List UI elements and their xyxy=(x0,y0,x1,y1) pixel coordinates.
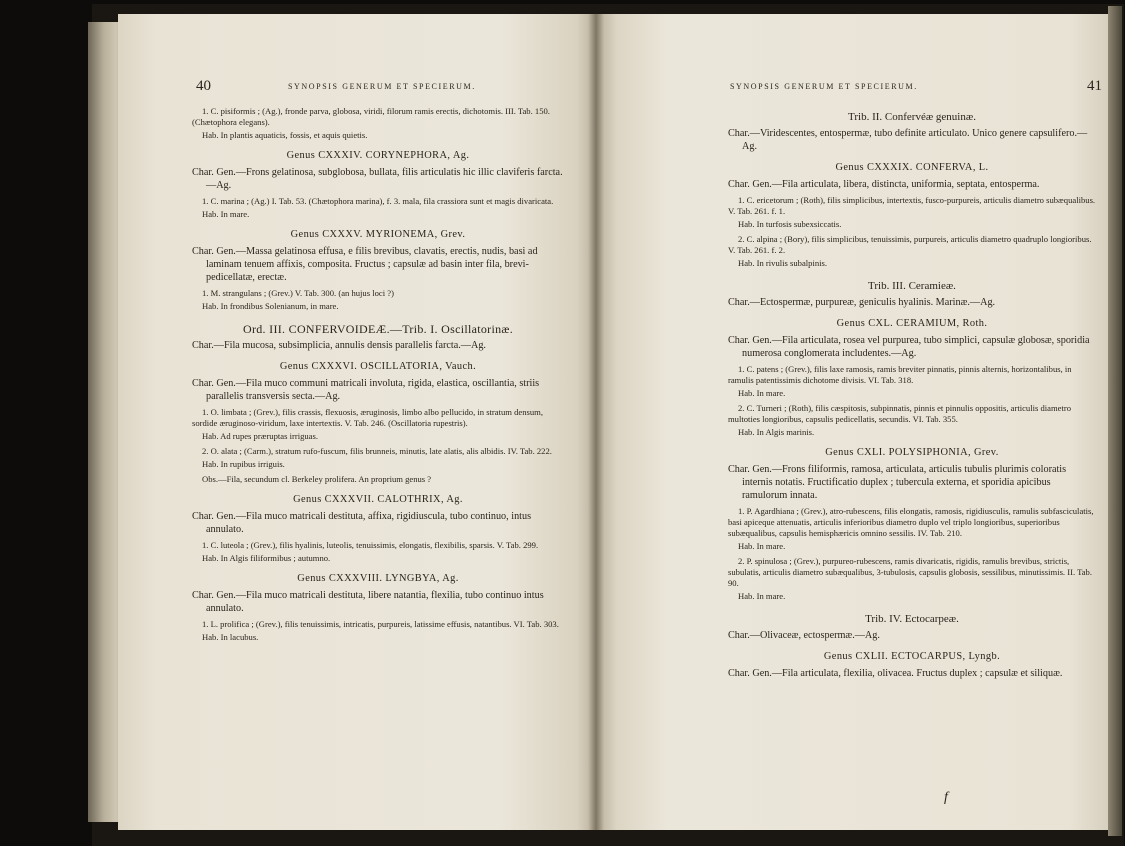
left-page xyxy=(118,14,596,830)
left-hab-2: Hab. In plantis aquaticis, fossis, et aquis quietis. xyxy=(202,130,368,140)
left-text-blocks xyxy=(192,106,564,643)
left-hab-16: Hab. Ad rupes præruptas irriguas. xyxy=(202,431,318,441)
left-running-head xyxy=(192,78,564,100)
left-species-9: 1. M. strangulans ; (Grev.) V. Tab. 300. (an hujus loci ?) xyxy=(202,288,394,298)
left-genus-20: Genus CXXXVII. CALOTHRIX, Ag. xyxy=(293,494,463,505)
right-genus-17: Genus CXLI. POLYSIPHONIA, Grev. xyxy=(825,447,999,458)
right-species-15: 2. C. Turneri ; (Roth), filis cæspitosis, subpinnatis, pinnis et pinnulis oppositis, articulis diametro multoties longioribus, capsulis pedicellatis, secundis. VI. Tab. 355. xyxy=(728,403,1072,424)
left-genus-7: Genus CXXXV. MYRIONEMA, Grev. xyxy=(290,229,466,240)
right-char-10: Char.—Ectospermæ, purpureæ, geniculis hyalinis. Marinæ.—Ag. xyxy=(728,297,996,308)
right-trib-23: Trib. IV. Ectocarpeæ. xyxy=(865,613,959,625)
left-genus-24: Genus CXXXVIII. LYNGBYA, Ag. xyxy=(297,573,459,584)
right-trib-1: Trib. II. Confervéæ genuinæ. xyxy=(848,111,976,123)
left-hab-27: Hab. In lacubus. xyxy=(202,632,259,642)
right-hab-14: Hab. In mare. xyxy=(738,388,786,398)
right-char-18: Char. Gen.—Frons filiformis, ramosa, articulata, articulis tubulis plurimis coloratis internis notatis. Fructificatio duplex ; tubercula externa, et sporidia apicibus ramulorum innata. xyxy=(728,464,1067,501)
right-page-number: 41 xyxy=(1087,78,1102,94)
right-char-12: Char. Gen.—Fila articulata, rosea vel purpurea, tubo simplici, capsulæ globosæ, sporidia numerosa conglomerata includentes.—Ag. xyxy=(728,335,1090,359)
right-species-19: 1. P. Agardhiana ; (Grev.), atro-rubescens, filis elongatis, ramosis, rigidiusculis, ramulis subfasciculatis, basi apiceque attenuatis, articulis inferioribus diametro duplo vel triplo longioribus, superioribus subæqualibus, capsulis hemisphæricis omnino sessilis. IV. Tab. 210. xyxy=(728,506,1094,538)
left-species-17: 2. O. alata ; (Carm.), stratum rufo-fuscum, filis brunneis, minutis, late alatis, alis albidis. IV. Tab. 222. xyxy=(202,446,552,456)
right-hab-16: Hab. In Algis marinis. xyxy=(738,427,815,437)
left-char-21: Char. Gen.—Fila muco matricali destituta, affixa, rigidiuscula, tubo continuo, intus annulato. xyxy=(192,511,532,535)
left-genus-13: Genus CXXXVI. OSCILLATORIA, Vauch. xyxy=(279,361,477,372)
right-hab-6: Hab. In turfosis subexsiccatis. xyxy=(738,219,842,229)
left-char-25: Char. Gen.—Fila muco matricali destituta, libere natantia, flexilia, tubo continuo intus annulato. xyxy=(192,590,544,614)
left-head-title: SYNOPSIS GENERUM ET SPECIERUM. xyxy=(288,82,476,91)
left-hab-6: Hab. In mare. xyxy=(202,209,250,219)
right-hab-22: Hab. In mare. xyxy=(738,591,786,601)
right-species-7: 2. C. alpina ; (Bory), filis simplicibus, tenuissimis, purpureis, articulis diametro quadruplo longioribus. V. Tab. 261. f. 2. xyxy=(728,234,1092,255)
right-char-26: Char. Gen.—Fila articulata, flexilia, olivacea. Fructus duplex ; capsulæ et siliquæ. xyxy=(728,668,1063,679)
right-head-title: SYNOPSIS GENERUM ET SPECIERUM. xyxy=(730,82,918,91)
left-char-14: Char. Gen.—Fila muco communi matricali involuta, rigida, elastica, oscillantia, striis parallelis transversis secta.—Ag. xyxy=(192,378,540,402)
right-species-13: 1. C. patens ; (Grev.), filis laxe ramosis, ramis breviter pinnatis, pinnis alternis, horizontalibus, in ramulis patentissimis dichotome divisis. VI. Tab. 318. xyxy=(728,364,1072,385)
right-species-5: 1. C. ericetorum ; (Roth), filis simplicibus, intertextis, fusco-purpureis, articulis diametro subæqualibus. V. Tab. 261. f. 1. xyxy=(728,195,1096,216)
right-page-edge xyxy=(1108,6,1122,836)
right-trib-9: Trib. III. Ceramieæ. xyxy=(868,280,956,292)
right-genus-3: Genus CXXXIX. CONFERVA, L. xyxy=(835,162,989,173)
right-hab-20: Hab. In mare. xyxy=(738,541,786,551)
right-page-content xyxy=(728,78,1102,684)
right-running-head xyxy=(728,78,1102,100)
signature-mark: f xyxy=(944,790,948,805)
left-char-4: Char. Gen.—Frons gelatinosa, subglobosa, bullata, filis articulatis hic illic claviferis farcta.—Ag. xyxy=(192,167,563,191)
left-ord-11: Ord. III. CONFERVOIDEÆ.—Trib. I. Oscillatorinæ. xyxy=(242,322,514,336)
left-page-number: 40 xyxy=(196,78,211,94)
left-species-19: Obs.—Fila, secundum cl. Berkeley prolifera. An proprium genus ? xyxy=(202,474,432,484)
left-species-22: 1. C. luteola ; (Grev.), filis hyalinis, luteolis, tenuissimis, elongatis, flexibilis, sparsis. V. Tab. 299. xyxy=(202,540,539,550)
left-page-content xyxy=(192,78,564,647)
left-genus-3: Genus CXXXIV. CORYNEPHORA, Ag. xyxy=(286,150,470,161)
left-species-15: 1. O. limbata ; (Grev.), filis crassis, flexuosis, æruginosis, limbo albo pellucido, in stratum densum, sordide æruginoso-viridum, laxe intertextis. V. Tab. 246. (Oscillatoria rupestris). xyxy=(192,407,544,428)
left-hab-23: Hab. In Algis filiformibus ; autumno. xyxy=(202,553,331,563)
right-page xyxy=(596,14,1110,830)
right-char-24: Char.—Olivaceæ, ectospermæ.—Ag. xyxy=(728,630,880,641)
left-species-26: 1. L. prolifica ; (Grev.), filis tenuissimis, intricatis, purpureis, latissime effusis, natantibus. VI. Tab. 303. xyxy=(202,619,559,629)
right-text-blocks xyxy=(728,112,1096,680)
right-genus-11: Genus CXL. CERAMIUM, Roth. xyxy=(836,318,988,329)
right-hab-8: Hab. In rivulis subalpinis. xyxy=(738,258,828,268)
left-char-8: Char. Gen.—Massa gelatinosa effusa, e filis brevibus, clavatis, erectis, nudis, basi ad laminam tenuem affixis, composita. Fructus ; capsulæ ad basin inter fila, brevi-pedicellatæ, erectæ. xyxy=(192,246,538,283)
left-species-5: 1. C. marina ; (Ag.) I. Tab. 53. (Chætophora marina), f. 3. mala, fila crassiora sunt et magis divaricata. xyxy=(202,196,554,206)
left-hab-10: Hab. In frondibus Solenianum, in mare. xyxy=(202,301,339,311)
left-hab-18: Hab. In rupibus irriguis. xyxy=(202,459,285,469)
right-char-2: Char.—Viridescentes, entospermæ, tubo definite articulato. Unico genere capsulifero.—Ag. xyxy=(728,128,1088,152)
right-genus-25: Genus CXLII. ECTOCARPUS, Lyngb. xyxy=(823,651,1001,662)
book-gutter xyxy=(588,14,604,830)
right-species-21: 2. P. spinulosa ; (Grev.), purpureo-rubescens, ramis divaricatis, rigidis, ramulis brevibus, strictis, subulatis, articulis diametro subæqualibus, 3-tubulosis, capsulis globosis, sessilibus, minutissimis. II. Tab. 90. xyxy=(728,556,1092,588)
left-char-12: Char.—Fila mucosa, subsimplicia, annulis densis parallelis farcta.—Ag. xyxy=(192,340,486,351)
left-species-1: 1. C. pisiformis ; (Ag.), fronde parva, globosa, viridi, filorum ramis erectis, dichotomis. III. Tab. 150. (Chætophora elegans). xyxy=(192,106,550,127)
right-char-4: Char. Gen.—Fila articulata, libera, distincta, uniformia, septata, entospermа. xyxy=(728,179,1040,190)
